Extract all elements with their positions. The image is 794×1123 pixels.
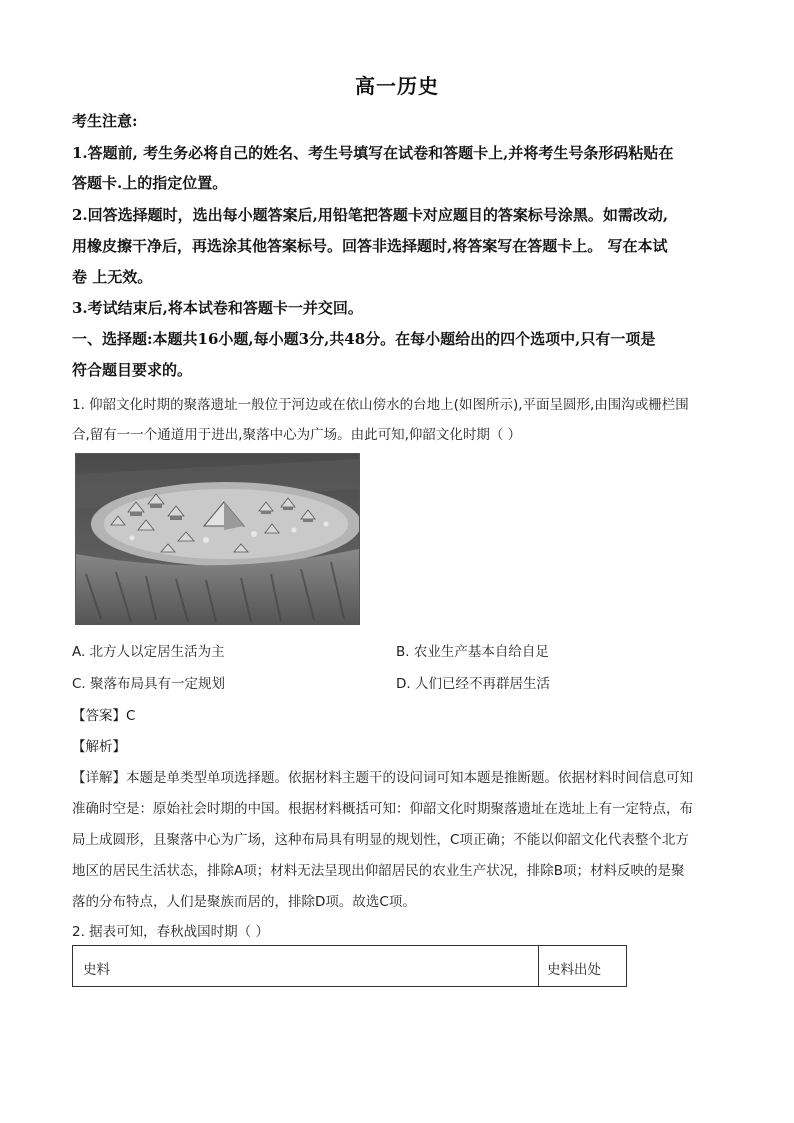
source-table-header-material — [73, 946, 539, 986]
option-b: B. 农业生产基本自给自足 — [396, 644, 549, 660]
source-table-header-material-label: 史料 — [83, 962, 110, 978]
answer-line — [72, 704, 135, 724]
detail-line-4: 地区的居民生活状态，排除A项；材料无法呈现出仰韶居民的农业生产状况，排除B项；材料反映的是聚 — [72, 863, 685, 879]
source-table — [72, 945, 627, 987]
notice-heading: 考生注意: — [72, 112, 138, 130]
notice-line-4: 用橡皮擦干净后，再选涂其他答案标号。回答非选择题时,将答案写在答题卡上。 写在本试 — [72, 237, 668, 255]
question-1-stem-line-2: 合,留有一一个通道用于进出,聚落中心为广场。由此可知,仰韶文化时期（ ） — [72, 427, 522, 443]
question-1-stem-line-1: 1. 仰韶文化时期的聚落遗址一般位于河边或在依山傍水的台地上(如图所示),平面呈圆形,由围沟或栅栏围 — [72, 397, 689, 413]
page-title: 高一历史 — [355, 74, 439, 98]
question-2-stem: 2. 据表可知，春秋战国时期（ ） — [72, 924, 269, 940]
notice-line-3: 2.回答选择题时，选出每小题答案后,用铅笔把答题卡对应题目的答案标号涂黑。如需改动, — [72, 206, 669, 224]
section-heading-line-1: 一、选择题:本题共16小题,每小题3分,共48分。在每小题给出的四个选项中,只有一项是 — [72, 330, 656, 348]
settlement-photo — [75, 453, 360, 625]
notice-line-1: 1.答题前, 考生务必将自己的姓名、考生号填写在试卷和答题卡上,并将考生号条形码粘贴在 — [72, 144, 674, 162]
answer-tag: 【答案】 — [72, 708, 126, 724]
detail-line-1: 【详解】本题是单类型单项选择题。依据材料主题干的设问词可知本题是推断题。依据材料时间信息可知 — [72, 770, 693, 786]
notice-line-6: 3.考试结束后,将本试卷和答题卡一并交回。 — [72, 299, 363, 317]
option-a: A. 北方人以定居生活为主 — [72, 644, 225, 660]
option-c: C. 聚落布局具有一定规划 — [72, 676, 226, 692]
section-heading-line-2: 符合题目要求的。 — [72, 361, 193, 379]
notice-line-2: 答题卡.上的指定位置。 — [72, 174, 228, 192]
analysis-tag: 【解析】 — [72, 739, 126, 755]
source-table-header-origin-label: 史料出处 — [547, 962, 601, 978]
notice-line-5: 卷 上无效。 — [72, 268, 153, 286]
source-table-header-origin — [539, 946, 626, 986]
answer-value: C — [126, 708, 136, 724]
detail-line-5: 落的分布特点，人们是聚族而居的，排除D项。故选C项。 — [72, 894, 416, 910]
detail-line-2: 准确时空是：原始社会时期的中国。根据材料概括可知：仰韶文化时期聚落遗址在选址上有一定特点，布 — [72, 801, 693, 817]
detail-line-3: 局上成圆形，且聚落中心为广场，这种布局具有明显的规划性，C项正确；不能以仰韶文化代表整个北方 — [72, 832, 689, 848]
option-d: D. 人们已经不再群居生活 — [396, 676, 550, 692]
